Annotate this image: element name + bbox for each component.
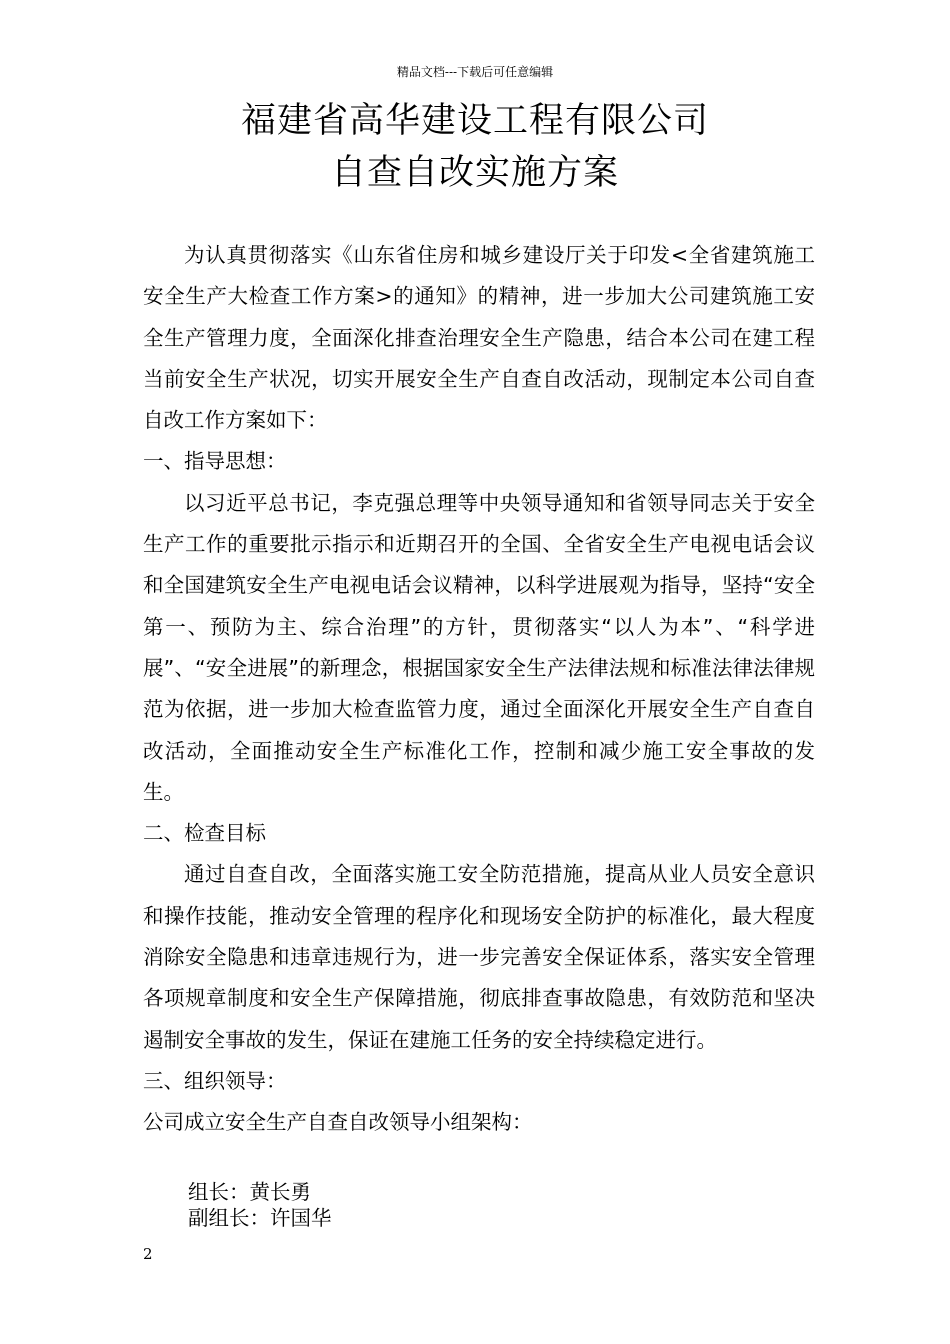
intro-paragraph: 为认真贯彻落实《山东省住房和城乡建设厅关于印发<全省建筑施工安全生产大检查工作方案>的通知》的精神，进一步加大公司建筑施工安全生产管理力度，全面深化排查治理安全生产隐患，结合本公司在建工程当前安全生产状况，切实开展安全生产自查自改活动，现制定本公司自查自改工作方案如下： xyxy=(143,243,815,433)
inspection-goal-paragraph: 通过自查自改，全面落实施工安全防范措施，提高从业人员安全意识和操作技能，推动安全管理的程序化和现场安全防护的标准化，最大程度消除安全隐患和违章违规行为，进一步完善安全保证体系，落实安全管理各项规章制度和安全生产保障措施，彻底排查事故隐患，有效防范和坚决遏制安全事故的发生，保证在建施工任务的安全持续稳定进行。 xyxy=(143,862,815,1052)
deputy-leader-entry: 副组长：许国华 xyxy=(188,1206,332,1230)
document-title-plan: 自查自改实施方案 xyxy=(330,153,619,193)
section-heading-guiding-thought: 一、指导思想： xyxy=(143,449,287,474)
section-heading-inspection-goal: 二、检查目标 xyxy=(143,821,266,846)
document-body xyxy=(143,235,815,1144)
guiding-thought-paragraph: 以习近平总书记，李克强总理等中央领导通知和省领导同志关于安全生产工作的重要批示指示和近期召开的全国、全省安全生产电视电话会议和全国建筑安全生产电视电话会议精神，以科学进展观为指导，坚持“安全第一、预防为主、综合治理”的方针，贯彻落实“以人为本”、“科学进展”、“安全进展”的新理念，根据国家安全生产法律法规和标准法律法律规范为依据，进一步加大检查监管力度，通过全面深化开展安全生产自查自改活动，全面推动安全生产标准化工作，控制和减少施工安全事故的发生。 xyxy=(143,490,815,804)
document-header-note: 精品文档---下载后可任意编辑 xyxy=(396,65,554,79)
leader-entry: 组长：黄长勇 xyxy=(188,1180,311,1204)
page-number: 2 xyxy=(143,1245,153,1263)
leadership-list xyxy=(188,1179,332,1231)
organization-paragraph: 公司成立安全生产自查自改领导小组架构： xyxy=(143,1110,533,1135)
section-heading-organization: 三、组织领导： xyxy=(143,1068,287,1093)
document-title-company: 福建省高华建设工程有限公司 xyxy=(240,101,709,141)
